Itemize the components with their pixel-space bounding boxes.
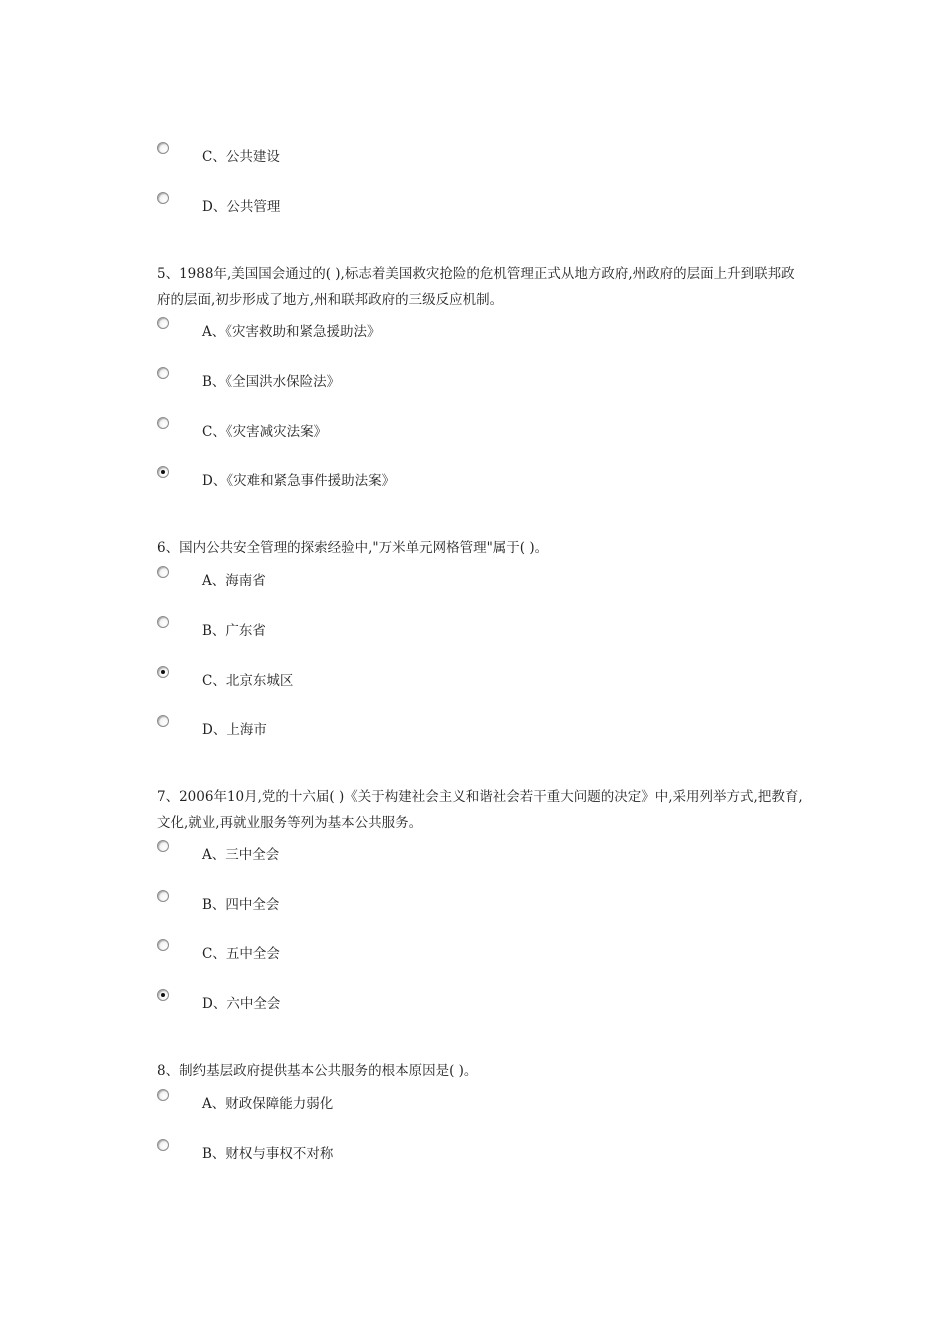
radio-button[interactable] (157, 367, 169, 379)
radio-button[interactable] (157, 616, 169, 628)
option-label: A、《灾害救助和紧急援助法》 (202, 324, 381, 340)
radio-button[interactable] (157, 417, 169, 429)
radio-button[interactable] (157, 890, 169, 902)
radio-button[interactable] (157, 939, 169, 951)
radio-button[interactable] (157, 566, 169, 578)
option-label: B、《全国洪水保险法》 (202, 374, 341, 390)
option-label: A、海南省 (202, 573, 266, 589)
question-text: 5、1988年,美国国会通过的( ),标志着美国救灾抢险的危机管理正式从地方政府,州政府的层面上升到联邦政府的层面,初步形成了地方,州和联邦政府的三级反应机制。 (157, 266, 795, 308)
question-text: 8、制约基层政府提供基本公共服务的根本原因是( )。 (157, 1063, 478, 1079)
question-text: 6、国内公共安全管理的探索经验中,"万米单元网格管理"属于( )。 (157, 540, 549, 556)
radio-button-selected[interactable] (157, 666, 169, 678)
radio-button-selected[interactable] (157, 466, 169, 478)
radio-button-selected[interactable] (157, 989, 169, 1001)
option-label: C、五中全会 (202, 946, 280, 962)
radio-button[interactable] (157, 1139, 169, 1151)
option-label: B、财权与事权不对称 (202, 1146, 334, 1162)
option-label: D、公共管理 (202, 199, 281, 215)
radio-button[interactable] (157, 715, 169, 727)
radio-button[interactable] (157, 142, 169, 154)
option-label: B、四中全会 (202, 897, 280, 913)
option-label: A、三中全会 (202, 847, 280, 863)
radio-button[interactable] (157, 192, 169, 204)
option-label: C、《灾害减灾法案》 (202, 424, 328, 440)
option-label: D、《灾难和紧急事件援助法案》 (202, 473, 396, 489)
option-label: C、北京东城区 (202, 673, 294, 689)
option-label: D、上海市 (202, 722, 267, 738)
radio-button[interactable] (157, 840, 169, 852)
radio-button[interactable] (157, 317, 169, 329)
option-label: B、广东省 (202, 623, 266, 639)
option-label: D、六中全会 (202, 996, 281, 1012)
question-text: 7、2006年10月,党的十六届( )《关于构建社会主义和谐社会若干重大问题的决定》中,采用列举方式,把教育,文化,就业,再就业服务等列为基本公共服务。 (157, 789, 803, 831)
option-label: A、财政保障能力弱化 (202, 1096, 334, 1112)
radio-button[interactable] (157, 1089, 169, 1101)
option-label: C、公共建设 (202, 149, 280, 165)
